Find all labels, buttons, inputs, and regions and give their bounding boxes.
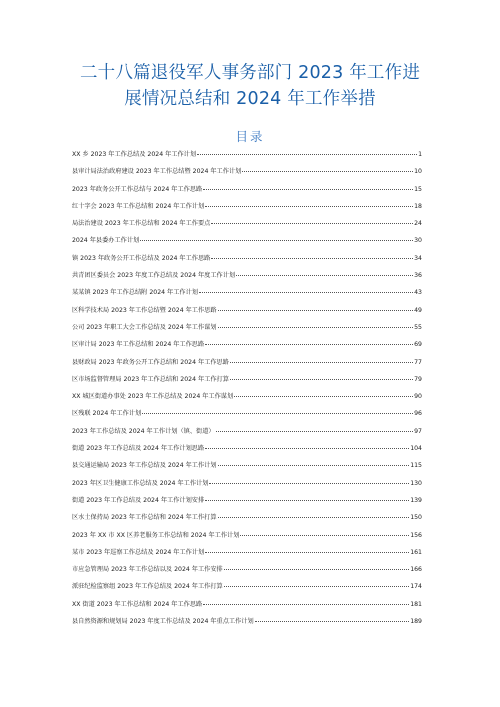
- toc-entry-title[interactable]: 区科学技术局 2023 年工作总结暨 2024 年工作思路: [72, 306, 217, 314]
- toc-entry-title[interactable]: 某某镇 2023 年工作总结附 2024 年工作计划: [72, 289, 198, 297]
- toc-entry[interactable]: [72, 357, 422, 374]
- toc-entry[interactable]: [72, 235, 422, 252]
- toc-entry-page-number: 1: [418, 151, 422, 158]
- toc-entry[interactable]: [72, 443, 422, 460]
- toc-entry[interactable]: [72, 408, 422, 425]
- toc-entry-page-number: 130: [410, 479, 422, 487]
- toc-heading: 目录: [235, 129, 265, 144]
- toc-entry-page-number: 115: [410, 462, 422, 470]
- toc-entry-page-number: 174: [410, 583, 422, 591]
- toc-leader-dots: [205, 552, 409, 553]
- toc-entry-page-number: 36: [414, 272, 422, 280]
- toc-entry-title[interactable]: 县审计局法治政府建设 2023 年工作总结暨 2024 年工作计划: [72, 168, 242, 176]
- toc-entry[interactable]: [72, 287, 422, 304]
- toc-leader-dots: [197, 154, 417, 155]
- toc-entry-title[interactable]: 共青团区委员会 2023 年度工作总结及 2024 年度工作计划: [72, 272, 236, 280]
- toc-entry-title[interactable]: 2023 年工作总结及 2024 年工作计划（镇、街道）: [72, 427, 215, 435]
- document-title: [60, 60, 440, 112]
- toc-entry[interactable]: [72, 149, 422, 166]
- toc-entry-title[interactable]: 2023 年区卫生健康工作总结及 2024 年工作计划: [72, 479, 209, 487]
- toc-leader-dots: [218, 517, 410, 518]
- toc-leader-dots: [216, 431, 414, 432]
- toc-entry[interactable]: [72, 581, 422, 598]
- toc-entry[interactable]: [72, 495, 422, 512]
- toc-entry-title[interactable]: XX 乡 2023 年工作总结及 2024 年工作计划: [72, 151, 197, 158]
- toc-entry-title[interactable]: 镇 2023 年政务公开工作总结及 2024 年工作思路: [72, 254, 211, 262]
- toc-leader-dots: [140, 240, 413, 241]
- toc-leader-dots: [209, 483, 409, 484]
- toc-leader-dots: [234, 396, 413, 397]
- toc-entry-title[interactable]: 2024 年县委办工作计划: [72, 237, 140, 245]
- toc-leader-dots: [142, 413, 413, 414]
- toc-entry-title[interactable]: 公司 2023 年职工大会工作总结及 2024 年工作谋划: [72, 323, 217, 331]
- toc-leader-dots: [236, 275, 413, 276]
- toc-entry-title[interactable]: 县自然资源和规划局 2023 年度工作总结及 2024 年重点工作计划: [72, 618, 254, 626]
- toc-entry-title[interactable]: 街道 2023 年工作总结及 2024 年工作计划安排: [72, 496, 205, 504]
- toc-entry-page-number: 96: [414, 410, 422, 418]
- toc-entry-page-number: 181: [410, 600, 422, 608]
- toc-entry[interactable]: [72, 460, 422, 477]
- toc-entry-title[interactable]: 市应急管理局 2023 年工作总结以及 2024 年工作安排: [72, 566, 223, 574]
- toc-entry[interactable]: [72, 512, 422, 529]
- toc-entry-page-number: 34: [414, 254, 422, 262]
- toc-entry[interactable]: [72, 616, 422, 633]
- toc-entry[interactable]: [72, 391, 422, 408]
- toc-entry-page-number: 79: [414, 375, 422, 383]
- toc-leader-dots: [205, 500, 409, 501]
- toc-entry-page-number: 139: [410, 496, 422, 504]
- toc-entry[interactable]: [72, 270, 422, 287]
- toc-leader-dots: [218, 465, 410, 466]
- toc-entry[interactable]: [72, 201, 422, 218]
- toc-entry[interactable]: [72, 530, 422, 547]
- document-title-line-1: 二十八篇退役军人事务部门 2023 年工作进: [79, 63, 421, 83]
- toc-leader-dots: [218, 327, 414, 328]
- toc-leader-dots: [205, 448, 409, 449]
- toc-entry-page-number: 10: [414, 168, 422, 176]
- toc-leader-dots: [199, 292, 413, 293]
- toc-leader-dots: [224, 586, 409, 587]
- toc-entry[interactable]: [72, 374, 422, 391]
- toc-entry-page-number: 24: [414, 220, 422, 228]
- toc-leader-dots: [211, 258, 413, 259]
- document-title-line-2: 展情况总结和 2024 年工作举措: [124, 89, 376, 109]
- toc-entry-page-number: 77: [414, 358, 422, 366]
- toc-entry-title[interactable]: XX 城区街道办事处 2023 年工作总结及 2024 年工作谋划: [72, 393, 234, 401]
- toc-entry[interactable]: [72, 253, 422, 270]
- toc-entry[interactable]: [72, 218, 422, 235]
- toc-entry-title[interactable]: 区水土保持局 2023 年工作总结和 2024 年工作打算: [72, 514, 217, 522]
- toc-entry-title[interactable]: 红十字会 2023 年工作总结和 2024 年工作计划: [72, 202, 205, 210]
- toc-entry[interactable]: [72, 166, 422, 183]
- toc-entry-title[interactable]: 街道 2023 年工作总结及 2024 年工作计划思路: [72, 445, 205, 453]
- toc-entry-page-number: 104: [410, 445, 422, 453]
- toc-entry-title[interactable]: 县财政局 2023 年政务公开工作总结和 2024 年工作思路: [72, 358, 229, 366]
- toc-entry-page-number: 156: [410, 531, 422, 539]
- toc-entry[interactable]: [72, 478, 422, 495]
- toc-leader-dots: [205, 344, 413, 345]
- toc-entry-title[interactable]: 某市 2023 年巡察工作总结及 2024 年工作计划: [72, 548, 205, 556]
- toc-entry-page-number: 18: [414, 202, 422, 210]
- toc-entry-page-number: 97: [414, 427, 422, 435]
- toc-entry-page-number: 49: [414, 306, 422, 314]
- toc-entry-page-number: 161: [410, 548, 422, 556]
- toc-entry[interactable]: [72, 547, 422, 564]
- toc-entry-title[interactable]: 派驻纪检监察组 2023 年工作总结及 2024 年工作打算: [72, 583, 223, 591]
- toc-leader-dots: [203, 604, 409, 605]
- toc-entry-title[interactable]: 局法治建设 2023 年工作总结和 2024 年工作要点: [72, 220, 211, 228]
- toc-leader-dots: [203, 189, 413, 190]
- toc-entry-title[interactable]: 区残联 2024 年工作计划: [72, 410, 142, 418]
- toc-leader-dots: [240, 535, 409, 536]
- toc-leader-dots: [230, 362, 413, 363]
- toc-entry[interactable]: [72, 322, 422, 339]
- table-of-contents: [72, 149, 422, 633]
- toc-leader-dots: [211, 223, 413, 224]
- toc-leader-dots: [255, 621, 410, 622]
- toc-entry[interactable]: [72, 184, 422, 201]
- toc-entry-title[interactable]: 2023 年政务公开工作总结与 2024 年工作思路: [72, 185, 203, 193]
- toc-entry-title[interactable]: 区审计局 2023 年工作总结和 2024 年工作思路: [72, 341, 205, 349]
- toc-entry-page-number: 15: [414, 185, 422, 193]
- toc-entry[interactable]: [72, 305, 422, 322]
- toc-entry-page-number: 189: [410, 618, 422, 626]
- toc-entry-title[interactable]: XX 街道 2023 年工作总结和 2024 年工作思路: [72, 600, 203, 608]
- toc-leader-dots: [205, 206, 413, 207]
- toc-entry-page-number: 43: [414, 289, 422, 297]
- toc-leader-dots: [218, 310, 414, 311]
- toc-entry[interactable]: [72, 426, 422, 443]
- toc-entry[interactable]: [72, 599, 422, 616]
- toc-entry-page-number: 30: [414, 237, 422, 245]
- toc-entry-page-number: 69: [414, 341, 422, 349]
- toc-entry-page-number: 166: [410, 566, 422, 574]
- toc-entry-page-number: 150: [410, 514, 422, 522]
- toc-entry[interactable]: [72, 564, 422, 581]
- toc-leader-dots: [242, 171, 413, 172]
- toc-entry-page-number: 55: [414, 323, 422, 331]
- toc-leader-dots: [230, 379, 413, 380]
- toc-entry[interactable]: [72, 339, 422, 356]
- toc-leader-dots: [224, 569, 409, 570]
- toc-entry-title[interactable]: 2023 年 XX 市 XX 区养老服务工作总结和 2024 年工作计划: [72, 531, 240, 539]
- toc-entry-title[interactable]: 县交通运输局 2023 年工作总结及 2024 年工作计划: [72, 462, 217, 470]
- toc-entry-page-number: 90: [414, 393, 422, 401]
- toc-entry-title[interactable]: 区市场监督管理局 2023 年工作总结和 2024 年工作打算: [72, 375, 229, 383]
